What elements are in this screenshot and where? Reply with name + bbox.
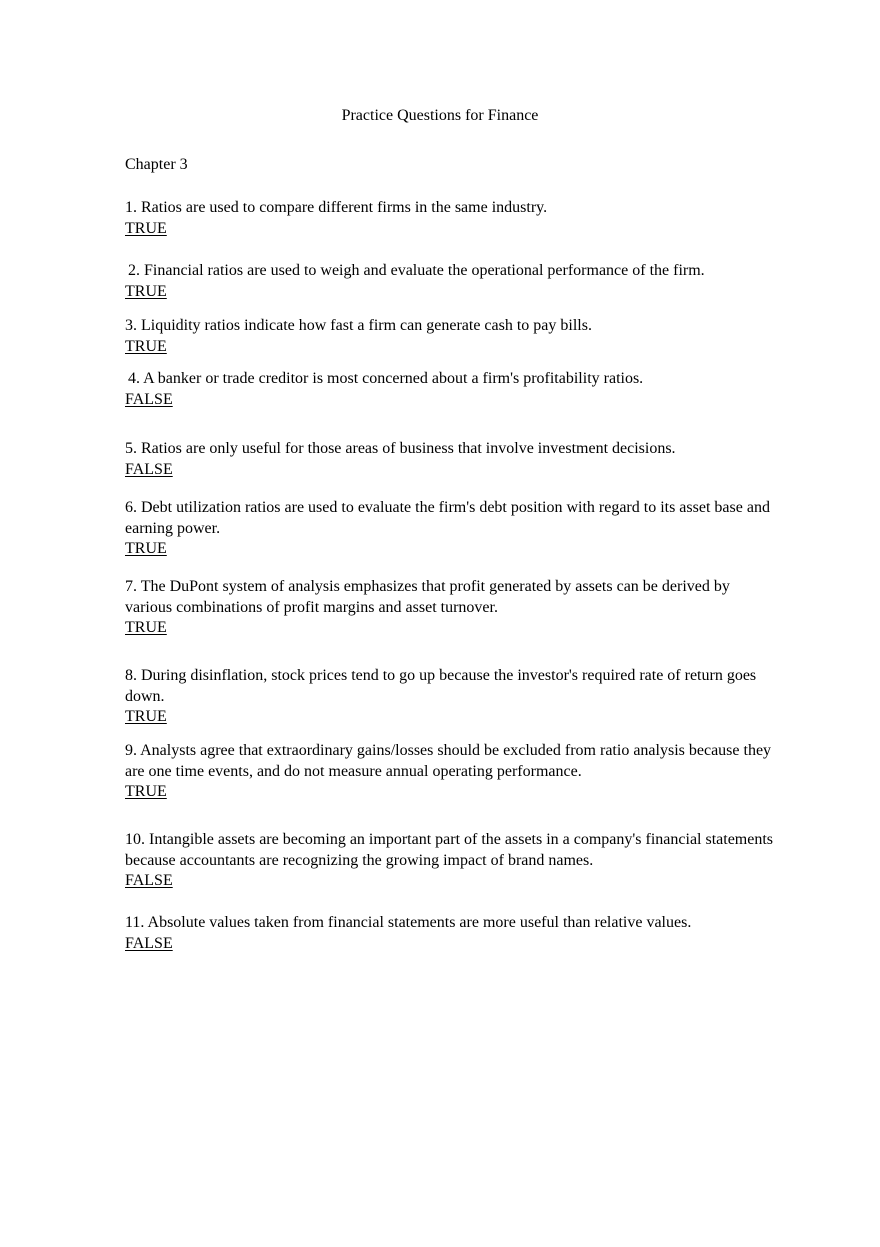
question-3-answer: TRUE (125, 337, 167, 355)
question-6 (125, 498, 775, 560)
question-4-text: 4. A banker or trade creditor is most concerned about a firm's profitability ratios. (128, 370, 644, 387)
question-2-answer: TRUE (125, 282, 167, 300)
question-2-text: 2. Financial ratios are used to weigh and evaluate the operational performance of the firm. (128, 262, 705, 279)
question-8-answer: TRUE (125, 708, 167, 725)
question-11-answer: FALSE (125, 934, 173, 952)
question-8 (125, 666, 775, 728)
question-7 (125, 577, 775, 639)
question-1-answer: TRUE (125, 219, 167, 237)
question-10 (125, 830, 775, 892)
question-9 (125, 741, 775, 803)
question-4 (125, 369, 775, 410)
question-11-text: 11. Absolute values taken from financial statements are more useful than relative values. (125, 914, 692, 931)
question-1 (125, 198, 775, 239)
question-11 (125, 913, 775, 954)
question-6-text: 6. Debt utilization ratios are used to evaluate the firm's debt position with regard to its asset base and earning power. (125, 499, 770, 537)
question-4-answer: FALSE (125, 390, 173, 408)
question-5-text: 5. Ratios are only useful for those areas of business that involve investment decisions. (125, 440, 676, 457)
question-9-text: 9. Analysts agree that extraordinary gains/losses should be excluded from ratio analysis because they are one time events, and do not measure annual operating performance. (125, 742, 772, 780)
question-1-text: 1. Ratios are used to compare different firms in the same industry. (125, 199, 548, 216)
question-2 (125, 261, 775, 302)
chapter-heading: Chapter 3 (125, 156, 188, 173)
document-title: Practice Questions for Finance (341, 107, 539, 124)
question-3 (125, 316, 775, 357)
question-5 (125, 439, 775, 480)
question-10-answer: FALSE (125, 872, 173, 889)
question-8-text: 8. During disinflation, stock prices tend to go up because the investor's required rate of return goes down. (125, 667, 757, 705)
question-9-answer: TRUE (125, 783, 167, 800)
question-6-answer: TRUE (125, 540, 167, 557)
question-5-answer: FALSE (125, 460, 173, 478)
question-10-text: 10. Intangible assets are becoming an important part of the assets in a company's financial statements because accountants are recognizing the growing impact of brand names. (125, 831, 774, 869)
question-7-text: 7. The DuPont system of analysis emphasizes that profit generated by assets can be derived by various combinations of profit margins and asset turnover. (125, 578, 730, 616)
question-3-text: 3. Liquidity ratios indicate how fast a firm can generate cash to pay bills. (125, 317, 592, 334)
question-7-answer: TRUE (125, 619, 167, 636)
